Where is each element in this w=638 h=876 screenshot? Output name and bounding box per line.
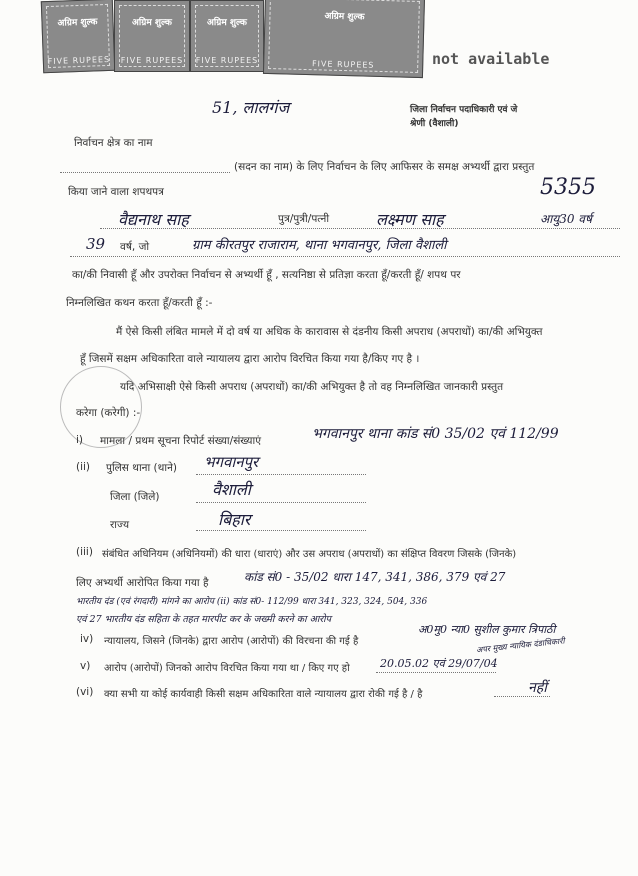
revenue-stamp-1 [41, 0, 115, 73]
item-ii-handwritten: भगवानपुर [204, 453, 259, 471]
item-vi-line [494, 696, 550, 697]
stamp-denomination: FIVE RUPEES [195, 56, 259, 65]
constituency-label: निर्वाचन क्षेत्र का नाम [74, 137, 153, 149]
state-label: राज्य [110, 519, 130, 531]
item-iv-handwritten: अ0मु0 न्या0 सुशील कुमार त्रिपाठी [418, 623, 556, 636]
stamp-top-label: अग्रिम शुल्क [57, 17, 98, 29]
stamp-denomination: FIVE RUPEES [120, 56, 184, 65]
item-v-handwritten: 20.05.02 एवं 29/07/04 [380, 657, 498, 670]
address-line [70, 256, 620, 257]
item-iv-label: न्यायालय, जिसने (जिनके) द्वारा आरोप (आरोपों) की विरचना की गई है [104, 636, 359, 647]
stamp-denomination: FIVE RUPEES [311, 59, 375, 70]
district-label: जिला (जिले) [110, 491, 160, 503]
item-vi-label: क्या सभी या कोई कार्यवाही किसी सक्षम अधिकारिता वाले न्यायालय द्वारा रोकी गई है / है [104, 689, 423, 700]
item-iii-number: (iii) [76, 546, 93, 558]
election-line: (सदन का नाम) के लिए निर्वाचन के लिए आफिसर के समक्ष अभ्यर्थी द्वारा प्रस्तुत [234, 161, 535, 173]
state-handwritten: बिहार [218, 510, 251, 529]
police-station-line [196, 474, 366, 475]
oath-line-1: का/की निवासी हूँ और उपरोक्त निर्वाचन से अभ्यर्थी हूँ , सत्यनिष्ठा से प्रतिज्ञा करता हूँ/करती हूँ/ शपथ पर [72, 269, 461, 281]
stamp-top-label: अग्रिम शुल्क [132, 18, 172, 28]
age-value: 39 [86, 235, 106, 253]
para2-line-2: करेगा (करेगी) :- [76, 407, 141, 419]
para1-line-2: हूँ जिसमें सक्षम अधिकारिता वाले न्यायालय द्वारा आरोप विरचित किया गया है/किए गए है । [80, 353, 420, 365]
age-handwritten: आयु30 वर्ष [540, 212, 592, 226]
revenue-stamp-4 [263, 0, 425, 78]
item-v-line [376, 672, 496, 673]
item-i-label: मामला / प्रथम सूचना रिपोर्ट संख्या/संख्याएं [100, 435, 262, 447]
address-handwritten: ग्राम कीरतपुर राजाराम, थाना भगवानपुर, जिला वैशाली [192, 238, 447, 253]
item-iii-line-2-label: लिए अभ्यर्थी आरोपित किया गया है [76, 577, 209, 589]
item-vi-number: (vi) [76, 686, 94, 698]
item-iii-handwritten-1: कांड सं0 - 35/02 धारा 147, 341, 386, 379 एवं 27 [244, 570, 506, 584]
not-available-text: not available [432, 50, 550, 68]
office-stamp-line1: जिला निर्वाचन पदाधिकारी एवं जे [410, 105, 518, 115]
item-v-label: आरोप (आरोपों) जिनको आरोप विरचित किया गया था / किए गए हो [104, 663, 350, 674]
handwritten-number: 5355 [540, 175, 596, 200]
item-v-number: v) [80, 660, 91, 672]
item-iii-handwritten-3: एवं 27 भारतीय दंड सहिता के तहत मारपीट कर के जख्मी करने का आरोप [76, 614, 332, 625]
office-stamp-line2: श्रेणी (वैशाली) [410, 119, 459, 129]
constituency-line [60, 172, 230, 173]
father-name: लक्ष्मण साह [376, 210, 444, 229]
revenue-stamp-2 [114, 0, 190, 72]
candidate-name: वैद्यनाथ साह [118, 210, 189, 229]
item-iv-handwritten-2: अपर मुख्य न्यायिक दंडाधिकारी [475, 636, 565, 655]
item-iii-handwritten-2: भारतीय दंड (एवं रंगदारी) मांगने का आरोप (ii) कांड सं0- 112/99 धारा 341, 323, 324, 504, 336 [76, 597, 428, 607]
para1-line-1: मैं ऐसे किसी लंबित मामले में दो वर्ष या अधिक के कारावास से दंडनीय किसी अपराध (अपराधों) का/की अभियुक्त [116, 326, 543, 338]
item-iii-line-1: संबंधित अधिनियम (अधिनियमों) की धारा (धाराएं) और उस अपराध (अपराधों) का संक्षिप्त विवरण जिसके (जिनके) [102, 549, 517, 560]
district-handwritten: वैशाली [212, 480, 251, 499]
state-line [196, 530, 366, 531]
item-vi-handwritten: नहीं [528, 680, 547, 696]
handwritten-serial: 51, लालगंज [212, 98, 290, 117]
relation-label: पुत्र/पुत्री/पत्नी [278, 213, 330, 225]
item-ii-number: (ii) [76, 461, 91, 473]
item-iv-number: iv) [80, 633, 94, 645]
affidavit-label: किया जाने वाला शपथपत्र [68, 186, 164, 198]
item-i-handwritten: भगवानपुर थाना कांड सं0 35/02 एवं 112/99 [312, 426, 559, 442]
candidate-line [100, 228, 620, 229]
age-label: वर्ष, जो [120, 241, 150, 253]
district-line [196, 502, 366, 503]
item-ii-label: पुलिस थाना (थाने) [106, 462, 178, 474]
revenue-stamp-3 [190, 0, 264, 72]
oath-line-2: निम्नलिखित कथन करता हूँ/करती हूँ :- [66, 297, 213, 309]
stamp-denomination: FIVE RUPEES [47, 54, 111, 67]
stamp-top-label: अग्रिम शुल्क [324, 11, 365, 23]
stamp-top-label: अग्रिम शुल्क [207, 18, 247, 28]
para2-line-1: यदि अभिसाक्षी ऐसे किसी अपराध (अपराधों) का/की अभियुक्त है तो वह निम्नलिखित जानकारी प्रस्तुत [120, 381, 504, 393]
item-i-number: i) [76, 434, 84, 446]
